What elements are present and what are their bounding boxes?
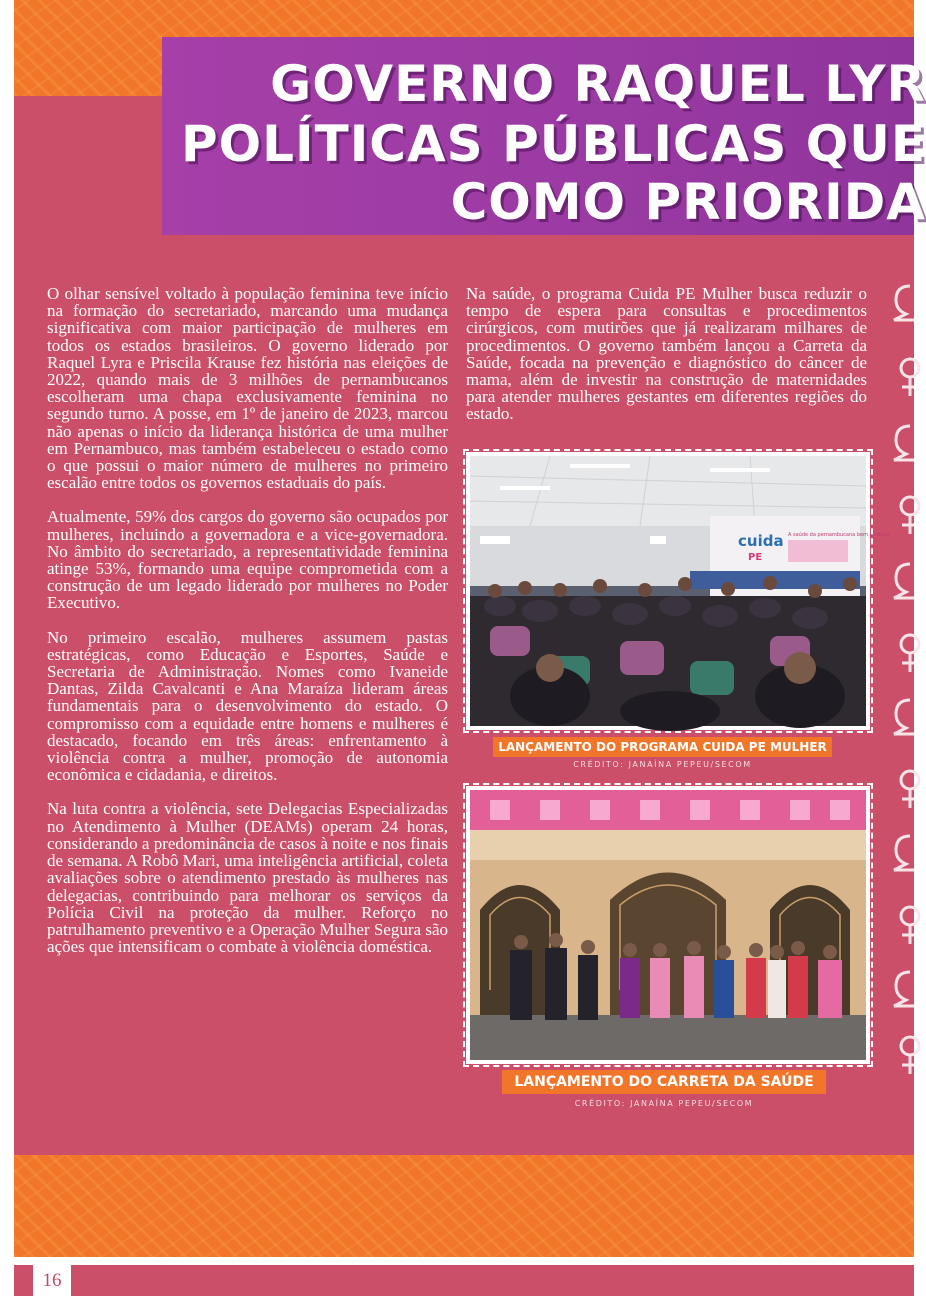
female-symbol-icon [901, 359, 919, 396]
woman-profile-icon [894, 286, 914, 320]
female-symbol-icon [901, 907, 919, 944]
photo-cuida-pe-launch [466, 452, 891, 730]
decorative-symbols-column [886, 280, 914, 1080]
left-margin-strip [0, 0, 14, 1296]
paragraph-health: Na saúde, o programa Cuida PE Mulher busca reduzir o tempo de espera para consultas e procedimentos cirúrgicos, com mutirões que já realizaram milhares de procedimentos. O governo também lançou a Carreta da Saúde, focada na prevenção e diagnóstico do câncer de mama, além de investir na construção de maternidades para atender mulheres gestantes em diferentes regiões do estado. [466, 284, 867, 424]
paragraph-first-tier: No primeiro escalão, mulheres assumem pastas estratégicas, como Educação e Esportes, Saúde e Secretaria de Administração. Nomes como Ivaneide Dantas, Zilda Cavalcanti e Ana Maraíza lideram áreas fundamentais para o desenvolvimento do estado. O compromisso com a equidade entre homens e mulheres é destacado, focando em três áreas: enfrentamento à violência contra a mulher, promoção de autonomia econômica e cidadania, e direitos. [47, 627, 448, 785]
woman-profile-icon [894, 426, 914, 460]
banner-cuida-text: cuida [738, 532, 784, 550]
title-line-3: COMO PRIORIDA [450, 173, 926, 231]
female-symbol-icon [901, 635, 919, 672]
photo-carreta-saude-launch [466, 786, 870, 1064]
bottom-orange-band [14, 1155, 914, 1257]
paragraph-intro: O olhar sensível voltado à população feminina teve início na formação do secretariado, marcando uma mudança significativa com maior participação de mulheres em todos os estados brasileiros. O governo liderado por Raquel Lyra e Priscila Krause fez história nas eleições de 2022, quando mais de 3 milhões de pernambucanos escolheram uma chapa exclusivamente feminina no segundo turno. A posse, em 1º de janeiro de 2023, marcou não apenas o início da liderança histórica de uma mulher em Pernambuco, mas também estabeleceu o estado como o que possui o maior número de mulheres no primeiro escalão entre todos os governos estaduais do país. [47, 284, 448, 493]
paragraph-representation: Atualmente, 59% dos cargos do governo são ocupados por mulheres, incluindo a governadora e a vice-governadora. No âmbito do secretariado, a representatividade feminina atinge 53%, formando uma equipe comprometida com a construção de um legado liderado por mulheres no Poder Executivo. [47, 507, 448, 613]
woman-profile-icon [894, 836, 914, 870]
footer-white-band [14, 1257, 914, 1265]
photo-caption-carreta-saude: LANÇAMENTO DO CARRETA DA SAÚDE [502, 1070, 826, 1094]
article-left-column [47, 285, 448, 972]
title-line-2: POLÍTICAS PÚBLICAS QUE [180, 115, 926, 173]
page-number: 16 [33, 1265, 71, 1296]
female-symbol-icon [901, 1037, 919, 1074]
woman-profile-icon [894, 972, 914, 1006]
banner-slogan-text: A saúde da pernambucana bem cuidada. [788, 532, 891, 538]
woman-profile-icon [894, 564, 914, 598]
photo-credit-2: CRÉDITO: JANAÍNA PEPEU/SECOM [574, 1099, 754, 1108]
banner-pe-text: PE [748, 552, 763, 563]
title-banner [162, 37, 926, 235]
woman-profile-icon [894, 700, 914, 734]
female-symbol-icon [901, 771, 919, 808]
paragraph-violence: Na luta contra a violência, sete Delegacias Especializadas no Atendimento à Mulher (DEAMs) operam 24 horas, considerando a predominância de casos à noite e nos finais de semana. A Robô Mari, uma inteligência artificial, coleta avaliações sobre o atendimento prestado às mulheres nas delegacias, contribuindo para melhorar os serviços da Polícia Civil na proteção da mulher. Reforço no patrulhamento preventivo e a Operação Mulher Segura são ações que intensificam o combate à violência doméstica. [47, 799, 448, 957]
title-line-1: GOVERNO RAQUEL LYR [270, 55, 926, 113]
photo-caption-cuida-pe: LANÇAMENTO DO PROGRAMA CUIDA PE MULHER [493, 737, 832, 757]
female-symbol-icon [901, 497, 919, 534]
article-right-column [466, 285, 867, 440]
photo-credit-1: CRÉDITO: JANAÍNA PEPEU/SECOM [573, 760, 752, 769]
